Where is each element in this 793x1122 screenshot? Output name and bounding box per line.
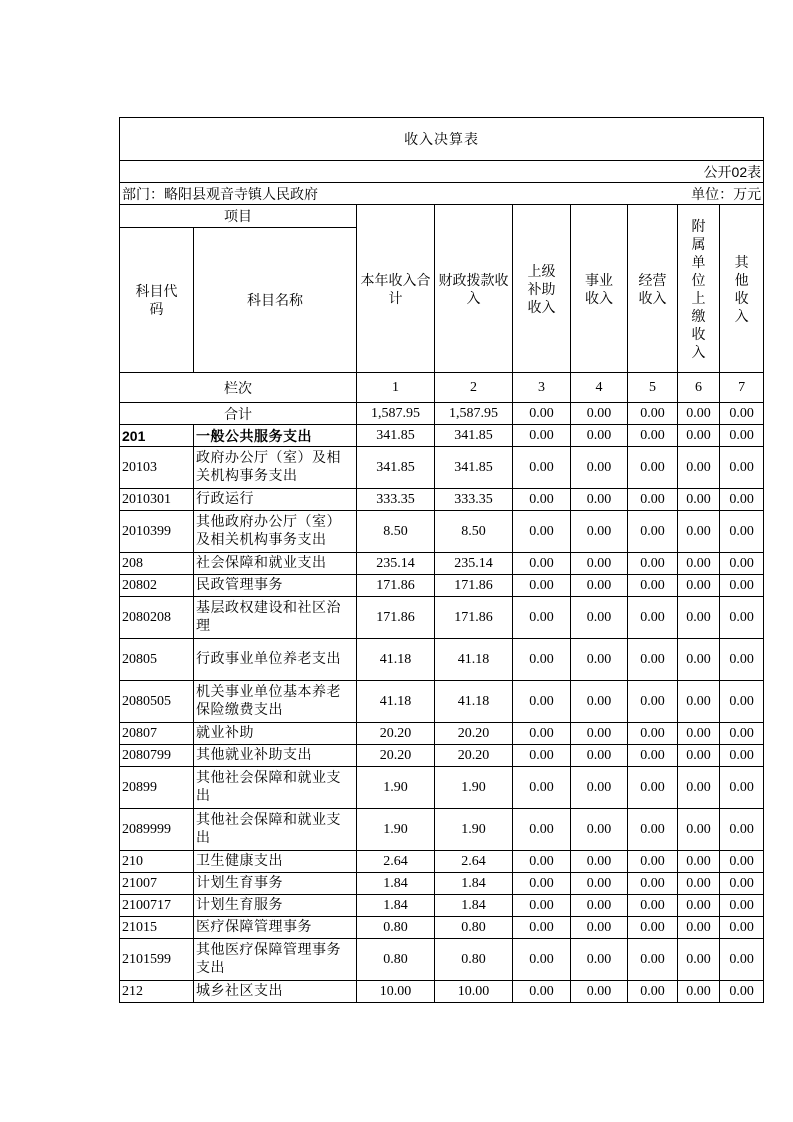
income-final-accounts-table — [119, 117, 764, 1003]
cell-value: 0.00 — [678, 489, 720, 511]
header-col-4: 事业收入 — [571, 205, 628, 373]
cell-value: 0.00 — [628, 639, 678, 681]
cell-value: 235.14 — [357, 553, 435, 575]
row-index: 5 — [628, 373, 678, 403]
cell-value: 0.00 — [720, 851, 764, 873]
cell-value: 0.00 — [571, 917, 628, 939]
cell-value: 0.00 — [513, 489, 571, 511]
table-row — [120, 939, 764, 981]
row-index: 2 — [435, 373, 513, 403]
unit-label: 单位：万元 — [691, 185, 762, 202]
table-row — [120, 553, 764, 575]
cell-value: 0.00 — [628, 425, 678, 447]
subject-name: 计划生育服务 — [194, 895, 357, 917]
subject-code: 208 — [120, 553, 194, 575]
cell-value: 0.00 — [628, 917, 678, 939]
subject-name: 城乡社区支出 — [194, 981, 357, 1003]
cell-value: 1.90 — [435, 767, 513, 809]
row-index: 7 — [720, 373, 764, 403]
subject-name: 行政运行 — [194, 489, 357, 511]
cell-value: 0.00 — [628, 681, 678, 723]
cell-value: 0.00 — [628, 745, 678, 767]
cell-value: 1.84 — [357, 895, 435, 917]
subject-code: 210 — [120, 851, 194, 873]
cell-value: 0.00 — [628, 597, 678, 639]
table-row — [120, 597, 764, 639]
cell-value: 341.85 — [357, 425, 435, 447]
cell-value: 2.64 — [435, 851, 513, 873]
table-row — [120, 851, 764, 873]
cell-value: 0.00 — [628, 489, 678, 511]
cell-value: 0.00 — [720, 639, 764, 681]
table-row — [120, 873, 764, 895]
subject-code: 20899 — [120, 767, 194, 809]
cell-value: 0.00 — [513, 767, 571, 809]
cell-value: 20.20 — [435, 723, 513, 745]
subject-code: 2080505 — [120, 681, 194, 723]
cell-value: 0.00 — [720, 553, 764, 575]
cell-value: 0.00 — [678, 639, 720, 681]
subject-code: 2010301 — [120, 489, 194, 511]
header-name: 科目名称 — [194, 228, 357, 373]
cell-value: 0.00 — [720, 723, 764, 745]
cell-value: 1.90 — [435, 809, 513, 851]
cell-value: 0.00 — [720, 511, 764, 553]
table-row — [120, 447, 764, 489]
cell-value: 0.00 — [678, 723, 720, 745]
cell-value: 20.20 — [357, 745, 435, 767]
cell-value: 171.86 — [357, 575, 435, 597]
subject-code: 2010399 — [120, 511, 194, 553]
cell-value: 0.00 — [571, 447, 628, 489]
cell-value: 0.00 — [720, 447, 764, 489]
cell-value: 0.00 — [720, 939, 764, 981]
subject-code: 2100717 — [120, 895, 194, 917]
table-row — [120, 723, 764, 745]
subject-name: 基层政权建设和社区治理 — [194, 597, 357, 639]
cell-value: 0.00 — [513, 917, 571, 939]
cell-value: 41.18 — [435, 681, 513, 723]
cell-value: 0.00 — [513, 723, 571, 745]
subject-code: 20805 — [120, 639, 194, 681]
cell-value: 0.00 — [571, 553, 628, 575]
cell-value: 0.00 — [571, 767, 628, 809]
subject-name: 其他就业补助支出 — [194, 745, 357, 767]
cell-value: 333.35 — [357, 489, 435, 511]
subject-code: 21007 — [120, 873, 194, 895]
total-row — [120, 403, 764, 425]
cell-value: 0.00 — [720, 873, 764, 895]
cell-value: 0.00 — [571, 425, 628, 447]
cell-value: 0.00 — [720, 425, 764, 447]
header-col-5: 经营收入 — [628, 205, 678, 373]
cell-value: 0.80 — [435, 917, 513, 939]
subject-code: 2089999 — [120, 809, 194, 851]
cell-value: 2.64 — [357, 851, 435, 873]
cell-value: 0.00 — [678, 939, 720, 981]
cell-value: 0.00 — [571, 489, 628, 511]
cell-value: 0.00 — [678, 917, 720, 939]
cell-value: 0.00 — [678, 511, 720, 553]
cell-value: 0.00 — [628, 851, 678, 873]
cell-value: 0.00 — [678, 809, 720, 851]
cell-value: 0.00 — [628, 767, 678, 809]
cell-value: 0.00 — [678, 873, 720, 895]
table-row — [120, 575, 764, 597]
cell-value: 1.84 — [357, 873, 435, 895]
cell-value: 0.00 — [678, 681, 720, 723]
cell-value: 0.00 — [628, 809, 678, 851]
subject-code: 2080208 — [120, 597, 194, 639]
total-value: 0.00 — [678, 403, 720, 425]
cell-value: 0.00 — [628, 575, 678, 597]
subject-name: 一般公共服务支出 — [194, 425, 357, 447]
subject-name: 机关事业单位基本养老保险缴费支出 — [194, 681, 357, 723]
table-number: 公开02表 — [120, 161, 764, 183]
subject-name: 医疗保障管理事务 — [194, 917, 357, 939]
total-label: 合计 — [120, 403, 357, 425]
cell-value: 10.00 — [357, 981, 435, 1003]
subject-name: 社会保障和就业支出 — [194, 553, 357, 575]
total-value: 0.00 — [571, 403, 628, 425]
cell-value: 0.00 — [513, 447, 571, 489]
cell-value: 0.00 — [720, 745, 764, 767]
subject-code: 201 — [120, 425, 194, 447]
table-row — [120, 895, 764, 917]
cell-value: 171.86 — [435, 575, 513, 597]
cell-value: 341.85 — [435, 425, 513, 447]
cell-value: 1.90 — [357, 809, 435, 851]
cell-value: 0.00 — [628, 511, 678, 553]
cell-value: 0.00 — [513, 639, 571, 681]
row-index-label: 栏次 — [120, 373, 357, 403]
cell-value: 1.90 — [357, 767, 435, 809]
cell-value: 41.18 — [357, 639, 435, 681]
cell-value: 0.00 — [513, 809, 571, 851]
cell-value: 0.00 — [720, 681, 764, 723]
cell-value: 0.00 — [571, 597, 628, 639]
header-item: 项目 — [120, 205, 357, 228]
cell-value: 0.00 — [720, 895, 764, 917]
cell-value: 0.00 — [678, 895, 720, 917]
cell-value: 1.84 — [435, 873, 513, 895]
cell-value: 0.00 — [571, 873, 628, 895]
subject-code: 2080799 — [120, 745, 194, 767]
cell-value: 20.20 — [357, 723, 435, 745]
table-row — [120, 489, 764, 511]
cell-value: 20.20 — [435, 745, 513, 767]
cell-value: 0.00 — [720, 575, 764, 597]
cell-value: 171.86 — [357, 597, 435, 639]
cell-value: 0.00 — [513, 873, 571, 895]
cell-value: 0.00 — [513, 681, 571, 723]
subject-name: 其他医疗保障管理事务支出 — [194, 939, 357, 981]
header-col-7: 其他收入 — [720, 205, 764, 373]
cell-value: 0.00 — [678, 597, 720, 639]
cell-value: 0.00 — [571, 809, 628, 851]
row-index: 6 — [678, 373, 720, 403]
cell-value: 0.00 — [720, 597, 764, 639]
cell-value: 0.00 — [678, 447, 720, 489]
cell-value: 0.00 — [513, 511, 571, 553]
cell-value: 235.14 — [435, 553, 513, 575]
cell-value: 0.00 — [720, 917, 764, 939]
header-col-2: 财政拨款收入 — [435, 205, 513, 373]
table-row — [120, 681, 764, 723]
cell-value: 0.00 — [571, 895, 628, 917]
cell-value: 333.35 — [435, 489, 513, 511]
cell-value: 0.00 — [513, 939, 571, 981]
cell-value: 0.00 — [513, 981, 571, 1003]
cell-value: 0.00 — [678, 575, 720, 597]
subject-name: 卫生健康支出 — [194, 851, 357, 873]
subject-name: 政府办公厅（室）及相关机构事务支出 — [194, 447, 357, 489]
cell-value: 0.00 — [513, 745, 571, 767]
subject-code: 20807 — [120, 723, 194, 745]
cell-value: 0.00 — [628, 723, 678, 745]
cell-value: 341.85 — [357, 447, 435, 489]
cell-value: 0.80 — [357, 939, 435, 981]
cell-value: 0.00 — [678, 981, 720, 1003]
cell-value: 0.00 — [513, 553, 571, 575]
cell-value: 0.00 — [628, 873, 678, 895]
subject-code: 2101599 — [120, 939, 194, 981]
cell-value: 0.00 — [678, 767, 720, 809]
cell-value: 341.85 — [435, 447, 513, 489]
total-value: 0.00 — [720, 403, 764, 425]
total-value: 0.00 — [513, 403, 571, 425]
total-value: 0.00 — [628, 403, 678, 425]
cell-value: 0.00 — [678, 851, 720, 873]
header-col-3: 上级补助收入 — [513, 205, 571, 373]
cell-value: 0.00 — [513, 851, 571, 873]
subject-name: 计划生育事务 — [194, 873, 357, 895]
table-row — [120, 639, 764, 681]
cell-value: 0.00 — [628, 939, 678, 981]
cell-value: 1.84 — [435, 895, 513, 917]
cell-value: 0.00 — [720, 767, 764, 809]
cell-value: 0.00 — [628, 981, 678, 1003]
subject-name: 其他社会保障和就业支出 — [194, 809, 357, 851]
row-index: 4 — [571, 373, 628, 403]
cell-value: 171.86 — [435, 597, 513, 639]
cell-value: 0.00 — [571, 981, 628, 1003]
cell-value: 8.50 — [435, 511, 513, 553]
cell-value: 0.00 — [720, 981, 764, 1003]
cell-value: 0.00 — [571, 723, 628, 745]
cell-value: 0.00 — [720, 809, 764, 851]
cell-value: 10.00 — [435, 981, 513, 1003]
cell-value: 0.00 — [571, 511, 628, 553]
cell-value: 0.00 — [571, 575, 628, 597]
cell-value: 0.00 — [513, 425, 571, 447]
total-value: 1,587.95 — [357, 403, 435, 425]
cell-value: 0.00 — [720, 489, 764, 511]
table-row — [120, 425, 764, 447]
subject-name: 就业补助 — [194, 723, 357, 745]
row-index: 3 — [513, 373, 571, 403]
cell-value: 0.00 — [678, 425, 720, 447]
cell-value: 0.00 — [571, 745, 628, 767]
cell-value: 0.00 — [628, 447, 678, 489]
subject-name: 其他政府办公厅（室）及相关机构事务支出 — [194, 511, 357, 553]
table-row — [120, 809, 764, 851]
subject-name: 其他社会保障和就业支出 — [194, 767, 357, 809]
cell-value: 0.00 — [513, 575, 571, 597]
cell-value: 0.00 — [571, 681, 628, 723]
header-code: 科目代码 — [120, 228, 194, 373]
subject-name: 行政事业单位养老支出 — [194, 639, 357, 681]
cell-value: 0.00 — [678, 745, 720, 767]
cell-value: 0.00 — [678, 553, 720, 575]
cell-value: 0.00 — [571, 851, 628, 873]
subject-name: 民政管理事务 — [194, 575, 357, 597]
subject-code: 20103 — [120, 447, 194, 489]
table-row — [120, 745, 764, 767]
subject-code: 212 — [120, 981, 194, 1003]
department-label: 部门：略阳县观音寺镇人民政府 — [122, 185, 318, 202]
cell-value: 8.50 — [357, 511, 435, 553]
cell-value: 0.00 — [628, 553, 678, 575]
table-row — [120, 767, 764, 809]
table-row — [120, 511, 764, 553]
header-col-1: 本年收入合计 — [357, 205, 435, 373]
total-value: 1,587.95 — [435, 403, 513, 425]
cell-value: 0.80 — [435, 939, 513, 981]
cell-value: 0.00 — [513, 895, 571, 917]
page-title: 收入决算表 — [120, 118, 764, 161]
cell-value: 41.18 — [357, 681, 435, 723]
row-index: 1 — [357, 373, 435, 403]
table-row — [120, 981, 764, 1003]
cell-value: 0.00 — [571, 639, 628, 681]
cell-value: 0.00 — [513, 597, 571, 639]
cell-value: 41.18 — [435, 639, 513, 681]
table-row — [120, 917, 764, 939]
cell-value: 0.80 — [357, 917, 435, 939]
subject-code: 21015 — [120, 917, 194, 939]
cell-value: 0.00 — [628, 895, 678, 917]
header-col-6: 附属单位上缴收入 — [678, 205, 720, 373]
subject-code: 20802 — [120, 575, 194, 597]
cell-value: 0.00 — [571, 939, 628, 981]
